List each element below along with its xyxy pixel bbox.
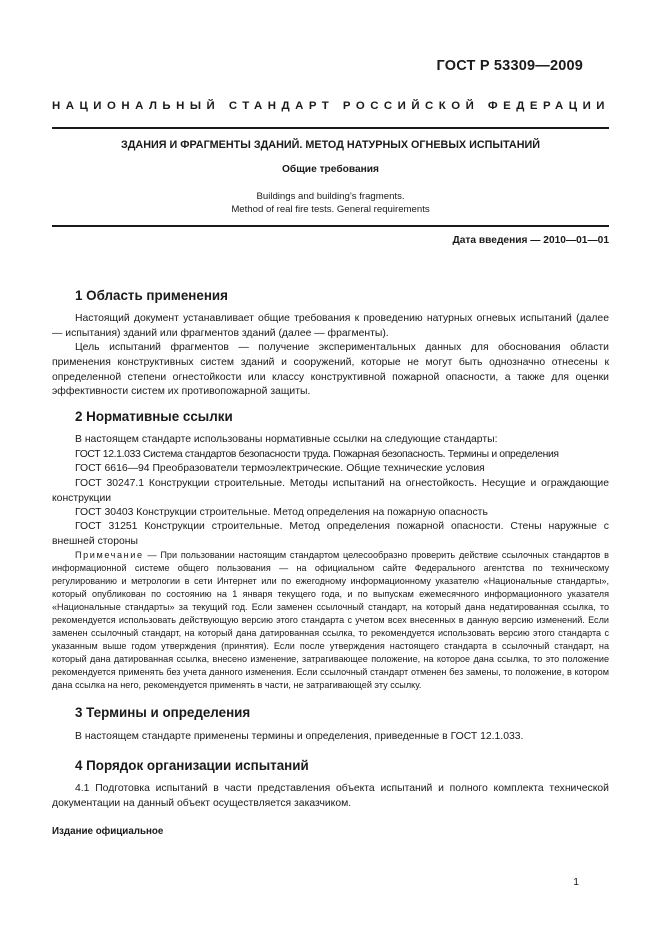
national-standard-banner: НАЦИОНАЛЬНЫЙ СТАНДАРТ РОССИЙСКОЙ ФЕДЕРАЦИИ: [52, 100, 610, 112]
normative-ref-2: ГОСТ 6616—94 Преобразователи термоэлектрические. Общие технические условия: [75, 463, 485, 474]
section2-intro: В настоящем стандарте использованы нормативные ссылки на следующие стандарты:: [75, 434, 498, 445]
doc-code: ГОСТ Р 53309—2009: [436, 58, 583, 74]
top-rule: [52, 127, 609, 129]
section1-paragraph2: Цель испытаний фрагментов — получение экспериментальных данных для обоснования области применения конструктивных систем зданий и сооружений, которые не могут быть однозначно отнесены к определенной степени огнестойкости или классу конструктивной пожарной опасности, а также для оценки эффективности систем их противопожарной защиты.: [52, 342, 609, 398]
section3-heading: 3 Термины и определения: [75, 705, 251, 720]
section2-heading: 2 Нормативные ссылки: [75, 409, 233, 424]
section4-paragraph1: 4.1 Подготовка испытаний в части представления объекта испытаний и полного комплекта технической документации на данный объект осуществляется заказчиком.: [52, 783, 609, 809]
section4-heading: 4 Порядок организации испытаний: [75, 758, 309, 773]
page-number: 1: [573, 877, 579, 888]
english-title-line1: Buildings and building’s fragments.: [256, 191, 405, 202]
title-rule: [52, 225, 609, 227]
english-title: [52, 190, 609, 216]
normative-ref-1: ГОСТ 12.1.033 Система стандартов безопасности труда. Пожарная безопасность. Термины и определения: [75, 449, 559, 460]
section1-paragraph1: Настоящий документ устанавливает общие требования к проведению натурных огневых испытаний (далее — испытания) зданий или фрагментов зданий (далее — фрагменты).: [52, 313, 609, 339]
normative-note: [52, 549, 609, 692]
note-text: — При пользовании настоящим стандартом целесообразно проверить действие ссылочных стандартов в информационной системе общего пользования — на официальном сайте Федерального агентства по техническому регулированию и метрологии в сети Интернет или по ежегодному информационному указателю «Национальные стандарты», который опубликован по состоянию на 1 января текущего года, и по выпускам ежемесячного информационного указателя «Национальные стандарты» за текущий год. Если заменен ссылочный стандарт, на который дана недатированная ссылка, то рекомендуется использовать действующую версию этого стандарта с учетом всех внесенных в данную версию изменений. Если заменен ссылочный стандарт, на который дана датированная ссылка, то рекомендуется использовать версию этого стандарта с указанным выше годом утверждения (принятия). Если после утверждения настоящего стандарта в ссылочный стандарт, на который дана датированная ссылка, внесено изменение, затрагивающее положение, на которое дана ссылка, то это положение рекомендуется применять без учета данного изменения. Если ссылочный стандарт отменен без замены, то положение, в котором дана ссылка на него, рекомендуется применять в части, не затрагивающей эту ссылку.: [52, 550, 609, 690]
note-label: Примечание: [75, 550, 144, 560]
normative-ref-4: ГОСТ 30403 Конструкции строительные. Метод определения на пожарную опасность: [75, 507, 488, 518]
section1-heading: 1 Область применения: [75, 288, 228, 303]
document-title: ЗДАНИЯ И ФРАГМЕНТЫ ЗДАНИЙ. МЕТОД НАТУРНЫХ ОГНЕВЫХ ИСПЫТАНИЙ: [120, 139, 541, 151]
official-edition-label: Издание официальное: [52, 826, 164, 837]
normative-ref-5: ГОСТ 31251 Конструкции строительные. Метод определения пожарной опасности. Стены наружные с внешней стороны: [52, 521, 609, 547]
english-title-line2: Method of real fire tests. General requirements: [231, 204, 430, 215]
normative-ref-3: ГОСТ 30247.1 Конструкции строительные. Методы испытаний на огнестойкость. Несущие и ограждающие конструкции: [52, 478, 609, 504]
document-subtitle: Общие требования: [282, 164, 379, 175]
section3-paragraph1: В настоящем стандарте применены термины и определения, приведенные в ГОСТ 12.1.033.: [75, 731, 524, 742]
introduction-date: Дата введения — 2010—01—01: [452, 235, 609, 246]
